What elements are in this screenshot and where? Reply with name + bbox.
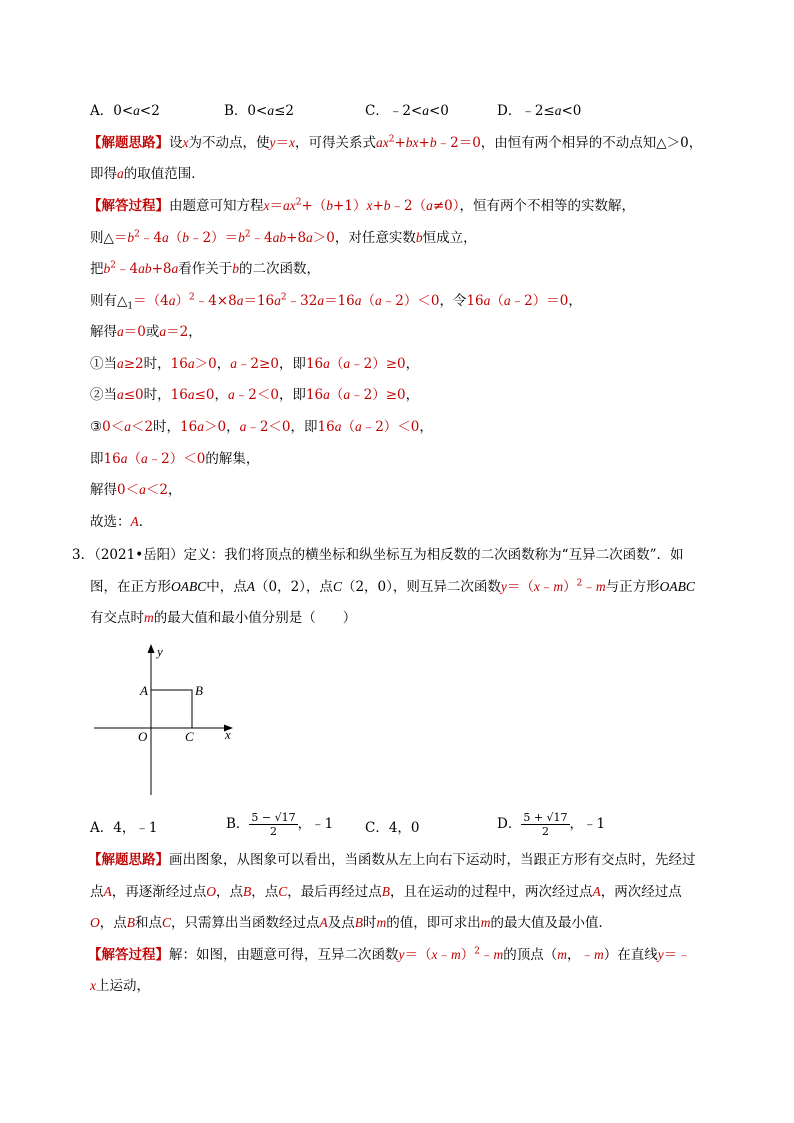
q2-option-a: A．0<a<2 — [90, 103, 160, 119]
q3-option-b: B． $\frac{5 - √17}{2}$ ，﹣1 — [226, 811, 334, 838]
q2-process-line11: 故选：A． — [90, 514, 153, 530]
q2-process-line2: 则$\triangle=b^2﹣4a(b﹣2)=b^2﹣4ab+8a>0$，对任意实数b恒成立， — [90, 229, 477, 246]
q2-process-line10: 解得0＜a＜2， — [90, 482, 182, 498]
q2-thinking-tag: 【解题思路】 — [88, 135, 169, 151]
q3-process-line2: x上运动， — [90, 978, 150, 994]
q3-option-c: C．4，0 — [365, 820, 420, 836]
x-axis-label: x — [225, 727, 231, 742]
q3-thinking-tag: 【解题思路】 — [88, 852, 169, 868]
q3-process-tag: 【解答过程】 — [88, 947, 169, 963]
q2-option-d: D．﹣2≤a<0 — [497, 103, 582, 119]
q2-process-line8: ③0＜a＜2时，16a＞0，a﹣2＜0，即16a（a﹣2）＜0， — [90, 419, 433, 435]
q2-option-c: C．﹣2<a<0 — [365, 103, 449, 119]
point-o-label: O — [138, 729, 148, 744]
q3-thinking-line2: 点A，再逐渐经过点O，点B，点C，最后再经过点B，且在运动的过程中，两次经过点A，两次经过点 — [90, 884, 682, 900]
q2-thinking-line2: 即得a的取值范围． — [90, 166, 205, 182]
q2-process-line7: ②当a≤0时，16a≤0，a﹣2＜0，即16a（a﹣2）≥0， — [90, 387, 420, 403]
point-a-label: A — [140, 683, 148, 698]
q3-stem-line3: 有交点时m的最大值和最小值分别是（ ） — [90, 610, 357, 626]
q2-process-tag: 【解答过程】 — [88, 198, 169, 214]
q2-process-line6: ①当a≥2时，16a＞0，a﹣2≥0，即16a（a﹣2）≥0， — [90, 356, 420, 372]
q2-process-line9: 即16a（a﹣2）＜0的解集， — [90, 451, 260, 467]
y-axis-label: y — [157, 644, 163, 659]
q3-stem-line2: 图，在正方形OABC中，点A（0，2），点C（2，0），则互异二次函数y＝（x﹣m）$^2$﹣m与正方形OABC — [90, 578, 695, 595]
q2-thinking-line1: 【解题思路】设x为不动点，使y＝x，可得关系式$ax^2+bx+b﹣2=0$，由恒有两个相异的不动点知△＞0， — [88, 134, 703, 151]
q2-option-b: B．0<a≤2 — [224, 103, 294, 119]
q3-option-a: A．4，﹣1 — [90, 820, 158, 836]
q3-option-d-fraction: $\frac{5 + √17}{2}$ — [523, 811, 568, 838]
q2-process-line1: 【解答过程】由题意可知方程$x=ax^2+(b+1)x+b﹣2(a\ne 0)$，恒有两个不相等的实数解， — [88, 197, 636, 214]
q3-thinking-line3: O，点B和点C，只需算出当函数经过点A及点B时m的值，即可求出m的最大值及最小值． — [90, 915, 613, 931]
q3-process-line1: 【解答过程】解：如图，由题意可得，互异二次函数y＝（x﹣m）$^2$﹣m的顶点（m，﹣m）在直线y＝﹣ — [88, 946, 691, 963]
q3-stem-line1: 3．（2021•岳阳）定义：我们将顶点的横坐标和纵坐标互为相反数的二次函数称为“互异二次函数”．如 — [72, 547, 684, 563]
square-oabc-figure — [88, 640, 248, 795]
q2-process-line3: 把$b^2﹣4ab+8a$看作关于b的二次函数， — [90, 260, 320, 277]
q2-process-line4: 则有$\triangle_1=(4a)^2﹣4\times 8a=16a^2﹣32a=16a(a﹣2)<0$，令16a（a﹣2）＝0， — [90, 292, 582, 312]
q2-process-line5: 解得a＝0或a＝2， — [90, 324, 202, 340]
point-c-label: C — [185, 729, 194, 744]
q3-number: 3． — [72, 547, 95, 563]
q3-thinking-line1: 【解题思路】画出图象，从图象可以看出，当函数从左上向右下运动时，当跟正方形有交点时，先经过 — [88, 852, 696, 868]
q3-option-d: D． $\frac{5 + √17}{2}$ ，﹣1 — [497, 811, 606, 838]
q3-option-b-fraction: $\frac{5 - √17}{2}$ — [251, 811, 296, 838]
point-b-label: B — [195, 683, 203, 698]
